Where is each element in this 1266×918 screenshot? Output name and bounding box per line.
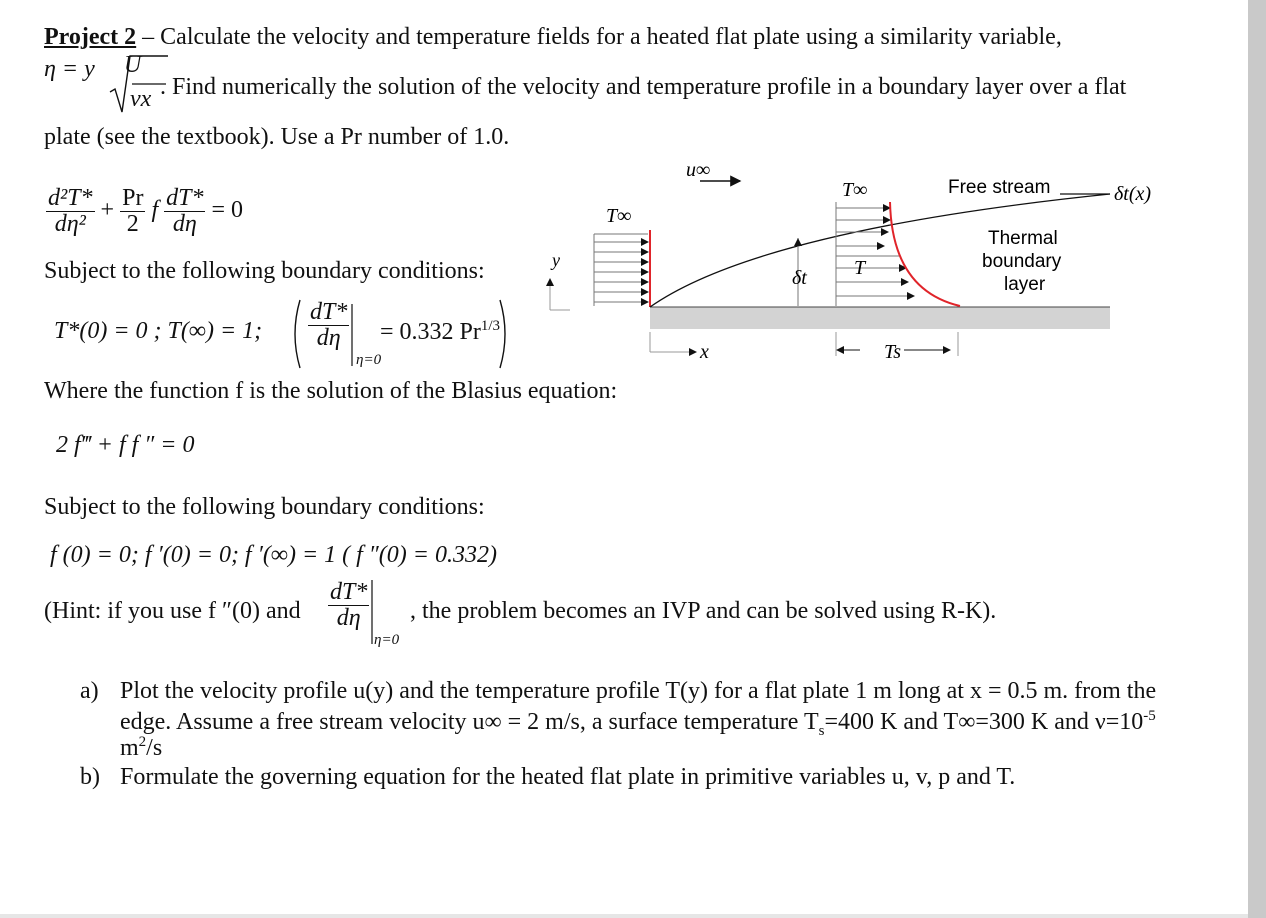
hint-pre: (Hint: if you use f ″(0) and	[44, 598, 301, 624]
eta-lhs: η = y	[44, 56, 95, 82]
ts-label: Ts	[884, 341, 902, 363]
project-intro: – Calculate the velocity and temperature fields for a heated flat plate using a similarity variable,	[136, 24, 1062, 50]
downstream-profile	[836, 202, 960, 306]
thermal-label-2: boundary	[982, 251, 1062, 272]
line2-text: . Find numerically the solution of the velocity and temperature profile in a boundary layer over a flat	[160, 74, 1127, 100]
x-label: x	[700, 341, 709, 363]
pr-fraction: $\frac{Pr}{2}$	[122, 185, 144, 238]
hint-deriv: $\frac{dT*}{d\eta}$	[330, 579, 368, 632]
delta-t-label: δt	[792, 267, 807, 289]
u-inf-label: u∞	[686, 159, 711, 181]
bc2: f (0) = 0; f ′(0) = 0; f ′(∞) = 1 ( f ″(0) = 0.332)	[50, 542, 497, 568]
dt-fraction: $\frac{dT*}{d\eta}$	[166, 185, 204, 238]
project-intro-line	[44, 24, 1062, 51]
t-inf-top-label: T∞	[842, 179, 868, 201]
energy-equation: $\frac{\text{d²T*}}{\text{dη²}}$ + $\frac{Pr}{2}$ f $\frac{dT*}{d\eta}$ = 0	[48, 185, 244, 238]
project-label: Project 2	[44, 24, 137, 50]
line3-text: plate (see the textbook). Use a Pr number of 1.0.	[44, 124, 510, 150]
t-label: T	[854, 257, 866, 279]
flat-plate	[650, 307, 1110, 329]
free-stream-label: Free stream	[948, 177, 1051, 198]
hint-eval: η=0	[374, 632, 400, 648]
t-inf-left-label: T∞	[606, 205, 632, 227]
thermal-label-3: layer	[1004, 274, 1046, 295]
eta-definition	[44, 56, 95, 83]
question-b-label: b)	[80, 764, 100, 790]
delta-tx-label: δt(x)	[1114, 183, 1152, 205]
y-label: y	[552, 250, 560, 270]
temp-profile-curve	[890, 202, 960, 306]
question-a-line2: edge. Assume a free stream velocity u∞ = 2 m/s, a surface temperature $T_s=400$ K and T∞=300 K and $\nu=10^{-5}$	[120, 708, 1156, 739]
bc1-rhs: = 0.332 $Pr^{1/3}$	[380, 318, 501, 345]
scrollbar[interactable]	[1248, 0, 1266, 918]
inlet-profile	[594, 230, 650, 307]
question-a-label: a)	[80, 678, 99, 704]
thermal-label-1: Thermal	[988, 228, 1058, 249]
hint-post: , the problem becomes an IVP and can be solved using R-K).	[410, 598, 997, 624]
boundary-layer-diagram	[530, 150, 1170, 380]
bc1-eval: η=0	[356, 352, 382, 368]
question-a-line1: Plot the velocity profile u(y) and the temperature profile T(y) for a flat plate 1 m long at x = 0.5 m. from the	[120, 678, 1157, 704]
sqrt-denominator: νx	[130, 86, 152, 112]
bc1-left: T*(0) = 0 ; T(∞) = 1;	[54, 318, 263, 344]
bc1-deriv: $\frac{dT*}{d\eta}$	[310, 299, 348, 352]
question-b-text: Formulate the governing equation for the heated flat plate in primitive variables u, v, p and T.	[120, 764, 1016, 790]
bc1-intro: Subject to the following boundary conditions:	[44, 258, 485, 284]
blasius-equation: 2 f‴ + f f ″ = 0	[56, 432, 195, 458]
sqrt-numerator: U	[124, 52, 142, 78]
blasius-intro: Where the function f is the solution of the Blasius equation:	[44, 378, 618, 404]
question-a-line3: $m^2/s$	[120, 734, 163, 761]
page-edge	[0, 914, 1248, 918]
bc2-intro: Subject to the following boundary conditions:	[44, 494, 485, 520]
d2t-fraction: $\frac{\text{d²T*}}{\text{dη²}}$	[48, 185, 93, 238]
